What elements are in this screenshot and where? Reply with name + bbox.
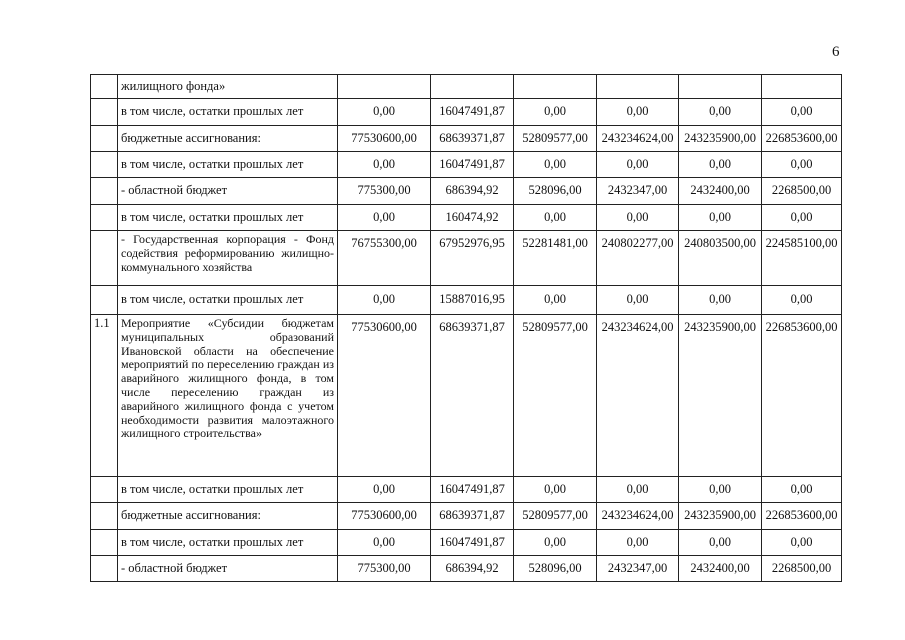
- value-cell: 0,00: [679, 286, 762, 315]
- value-cell: 0,00: [597, 205, 679, 231]
- value-cell: 0,00: [762, 205, 842, 231]
- value-cell: 0,00: [338, 99, 431, 126]
- value-cell: [597, 75, 679, 99]
- value-cell: 0,00: [514, 99, 597, 126]
- value-cell: 15887016,95: [431, 286, 514, 315]
- value-cell: 68639371,87: [431, 503, 514, 530]
- table-row: [91, 477, 842, 503]
- value-cell: 0,00: [597, 477, 679, 503]
- value-cell: 67952976,95: [431, 231, 514, 286]
- value-cell: 52809577,00: [514, 126, 597, 152]
- value-cell: 77530600,00: [338, 503, 431, 530]
- table-row: [91, 231, 842, 286]
- value-cell: 528096,00: [514, 178, 597, 205]
- value-cell: 0,00: [762, 477, 842, 503]
- value-cell: 226853600,00: [762, 126, 842, 152]
- value-cell: 2432347,00: [597, 178, 679, 205]
- budget-table: [90, 74, 842, 582]
- value-cell: 77530600,00: [338, 126, 431, 152]
- value-cell: 686394,92: [431, 178, 514, 205]
- value-cell: 0,00: [762, 530, 842, 556]
- table-row: [91, 286, 842, 315]
- value-cell: 686394,92: [431, 556, 514, 582]
- value-cell: 775300,00: [338, 178, 431, 205]
- value-cell: 0,00: [679, 152, 762, 178]
- row-number: [91, 503, 118, 530]
- value-cell: 76755300,00: [338, 231, 431, 286]
- value-cell: 2432400,00: [679, 556, 762, 582]
- value-cell: 528096,00: [514, 556, 597, 582]
- value-cell: 2432347,00: [597, 556, 679, 582]
- row-label: в том числе, остатки прошлых лет: [118, 152, 338, 178]
- value-cell: 0,00: [514, 530, 597, 556]
- table-row: [91, 152, 842, 178]
- table-row: [91, 178, 842, 205]
- row-number: [91, 530, 118, 556]
- value-cell: [514, 75, 597, 99]
- value-cell: 0,00: [762, 152, 842, 178]
- row-number: [91, 477, 118, 503]
- value-cell: 226853600,00: [762, 503, 842, 530]
- value-cell: 0,00: [338, 286, 431, 315]
- value-cell: 16047491,87: [431, 99, 514, 126]
- value-cell: 0,00: [679, 99, 762, 126]
- value-cell: 0,00: [514, 477, 597, 503]
- value-cell: 243235900,00: [679, 315, 762, 477]
- value-cell: [431, 75, 514, 99]
- value-cell: 243235900,00: [679, 126, 762, 152]
- value-cell: 240802277,00: [597, 231, 679, 286]
- value-cell: 0,00: [679, 530, 762, 556]
- table-row: [91, 126, 842, 152]
- row-number: [91, 152, 118, 178]
- value-cell: 2432400,00: [679, 178, 762, 205]
- value-cell: 16047491,87: [431, 152, 514, 178]
- row-number: [91, 556, 118, 582]
- value-cell: 2268500,00: [762, 178, 842, 205]
- value-cell: 0,00: [597, 530, 679, 556]
- value-cell: 0,00: [597, 99, 679, 126]
- value-cell: 0,00: [514, 286, 597, 315]
- value-cell: 775300,00: [338, 556, 431, 582]
- table-row: [91, 503, 842, 530]
- row-label: в том числе, остатки прошлых лет: [118, 286, 338, 315]
- value-cell: 160474,92: [431, 205, 514, 231]
- value-cell: [679, 75, 762, 99]
- value-cell: 68639371,87: [431, 126, 514, 152]
- value-cell: 52809577,00: [514, 503, 597, 530]
- value-cell: 16047491,87: [431, 530, 514, 556]
- value-cell: 52809577,00: [514, 315, 597, 477]
- value-cell: 0,00: [514, 152, 597, 178]
- row-label: в том числе, остатки прошлых лет: [118, 530, 338, 556]
- row-label: бюджетные ассигнования:: [118, 503, 338, 530]
- row-number: [91, 286, 118, 315]
- row-label: в том числе, остатки прошлых лет: [118, 205, 338, 231]
- table-row: [91, 530, 842, 556]
- value-cell: 0,00: [597, 286, 679, 315]
- value-cell: 243234624,00: [597, 126, 679, 152]
- value-cell: 68639371,87: [431, 315, 514, 477]
- value-cell: 0,00: [762, 99, 842, 126]
- row-number: [91, 205, 118, 231]
- value-cell: 226853600,00: [762, 315, 842, 477]
- table-row: [91, 315, 842, 477]
- row-label: в том числе, остатки прошлых лет: [118, 99, 338, 126]
- row-label: Мероприятие «Субсидии бюджетам муниципальных образований Ивановской области на обеспечение мероприятий по переселению граждан из аварийного жилищного фонда, в том числе переселению граждан из аварийного жилищного фонда с учетом необходимости развития малоэтажного жилищного строительства»: [118, 315, 338, 477]
- value-cell: 0,00: [597, 152, 679, 178]
- value-cell: [762, 75, 842, 99]
- row-number: [91, 126, 118, 152]
- row-number: 1.1: [91, 315, 118, 477]
- value-cell: 240803500,00: [679, 231, 762, 286]
- row-number: [91, 178, 118, 205]
- value-cell: 0,00: [514, 205, 597, 231]
- row-number: [91, 99, 118, 126]
- row-label: - областной бюджет: [118, 556, 338, 582]
- value-cell: 243234624,00: [597, 503, 679, 530]
- row-label: в том числе, остатки прошлых лет: [118, 477, 338, 503]
- table-row: [91, 556, 842, 582]
- value-cell: 16047491,87: [431, 477, 514, 503]
- row-label: бюджетные ассигнования:: [118, 126, 338, 152]
- value-cell: 224585100,00: [762, 231, 842, 286]
- value-cell: 243234624,00: [597, 315, 679, 477]
- table-row: [91, 99, 842, 126]
- value-cell: 243235900,00: [679, 503, 762, 530]
- value-cell: 52281481,00: [514, 231, 597, 286]
- page-number: 6: [832, 44, 840, 60]
- row-label: жилищного фонда»: [118, 75, 338, 99]
- value-cell: 0,00: [762, 286, 842, 315]
- value-cell: 0,00: [338, 152, 431, 178]
- value-cell: 0,00: [679, 205, 762, 231]
- value-cell: 0,00: [679, 477, 762, 503]
- row-label: - Государственная корпорация - Фонд содействия реформированию жилищно-коммунального хозяйства: [118, 231, 338, 286]
- table-row: [91, 75, 842, 99]
- row-number: [91, 75, 118, 99]
- value-cell: 0,00: [338, 477, 431, 503]
- table-row: [91, 205, 842, 231]
- row-label: - областной бюджет: [118, 178, 338, 205]
- value-cell: 0,00: [338, 205, 431, 231]
- value-cell: 2268500,00: [762, 556, 842, 582]
- value-cell: 0,00: [338, 530, 431, 556]
- value-cell: [338, 75, 431, 99]
- row-number: [91, 231, 118, 286]
- value-cell: 77530600,00: [338, 315, 431, 477]
